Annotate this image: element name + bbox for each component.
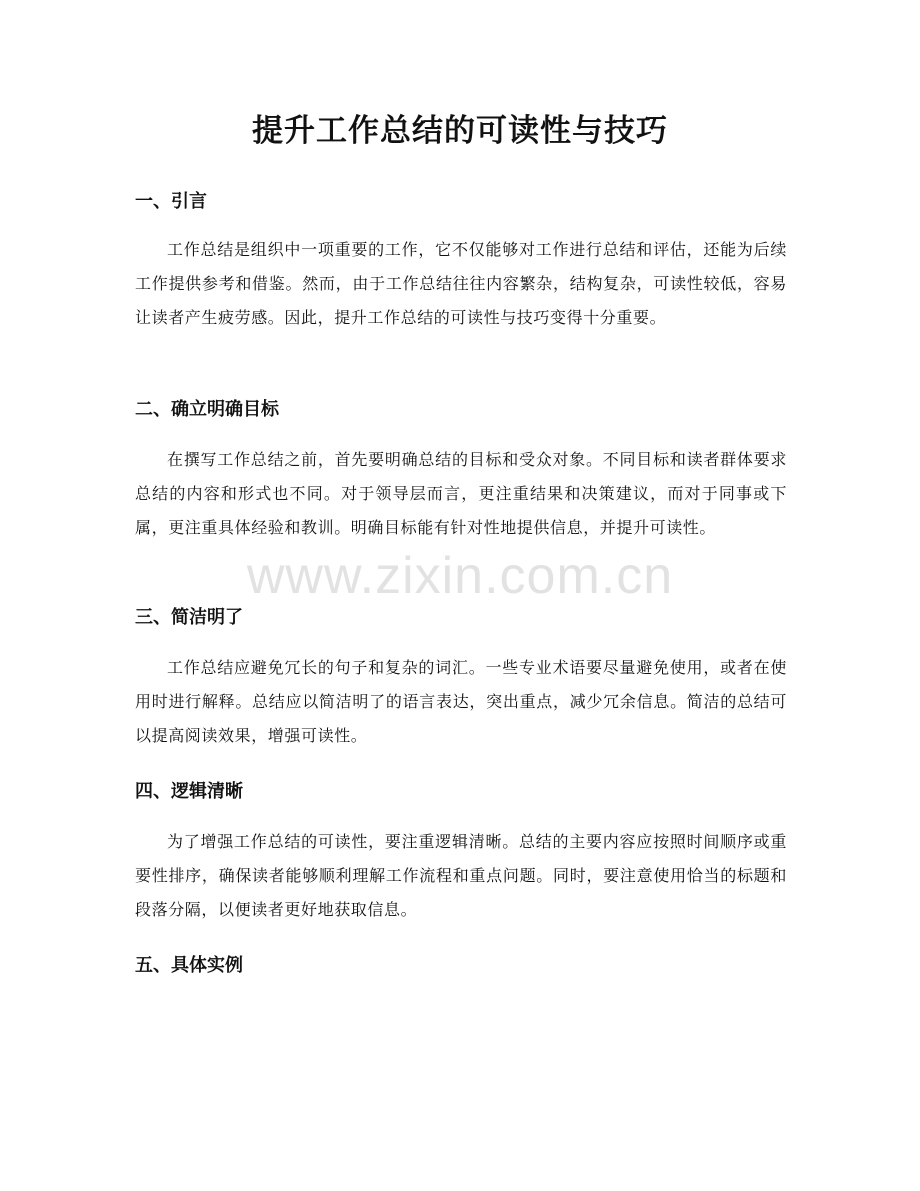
section-paragraph-concise: 工作总结应避免冗长的句子和复杂的词汇。一些专业术语要尽量避免使用，或者在使用时进行解释。总结应以简洁明了的语言表达，突出重点，减少冗余信息。简洁的总结可以提高阅读效果，增强可读性。 xyxy=(135,658,787,745)
section-heading-logic: 四、逻辑清晰 xyxy=(135,781,243,802)
document-title: 提升工作总结的可读性与技巧 xyxy=(252,113,668,149)
section-heading-clear-goals: 二、确立明确目标 xyxy=(135,399,279,420)
watermark: www.zixin.com.cn xyxy=(246,547,674,605)
section-heading-examples: 五、具体实例 xyxy=(135,955,243,976)
section-paragraph-logic: 为了增强工作总结的可读性，要注重逻辑清晰。总结的主要内容应按照时间顺序或重要性排序，确保读者能够顺利理解工作流程和重点问题。同时，要注意使用恰当的标题和段落分隔，以便读者更好地获取信息。 xyxy=(135,832,787,919)
section-paragraph-introduction: 工作总结是组织中一项重要的工作，它不仅能够对工作进行总结和评估，还能为后续工作提供参考和借鉴。然而，由于工作总结往往内容繁杂，结构复杂，可读性较低，容易让读者产生疲劳感。因此，提升工作总结的可读性与技巧变得十分重要。 xyxy=(135,240,787,327)
section-heading-introduction: 一、引言 xyxy=(135,191,207,212)
section-heading-concise: 三、简洁明了 xyxy=(135,607,243,628)
section-paragraph-clear-goals: 在撰写工作总结之前，首先要明确总结的目标和受众对象。不同目标和读者群体要求总结的内容和形式也不同。对于领导层而言，更注重结果和决策建议，而对于同事或下属，更注重具体经验和教训。明确目标能有针对性地提供信息，并提升可读性。 xyxy=(135,450,787,537)
